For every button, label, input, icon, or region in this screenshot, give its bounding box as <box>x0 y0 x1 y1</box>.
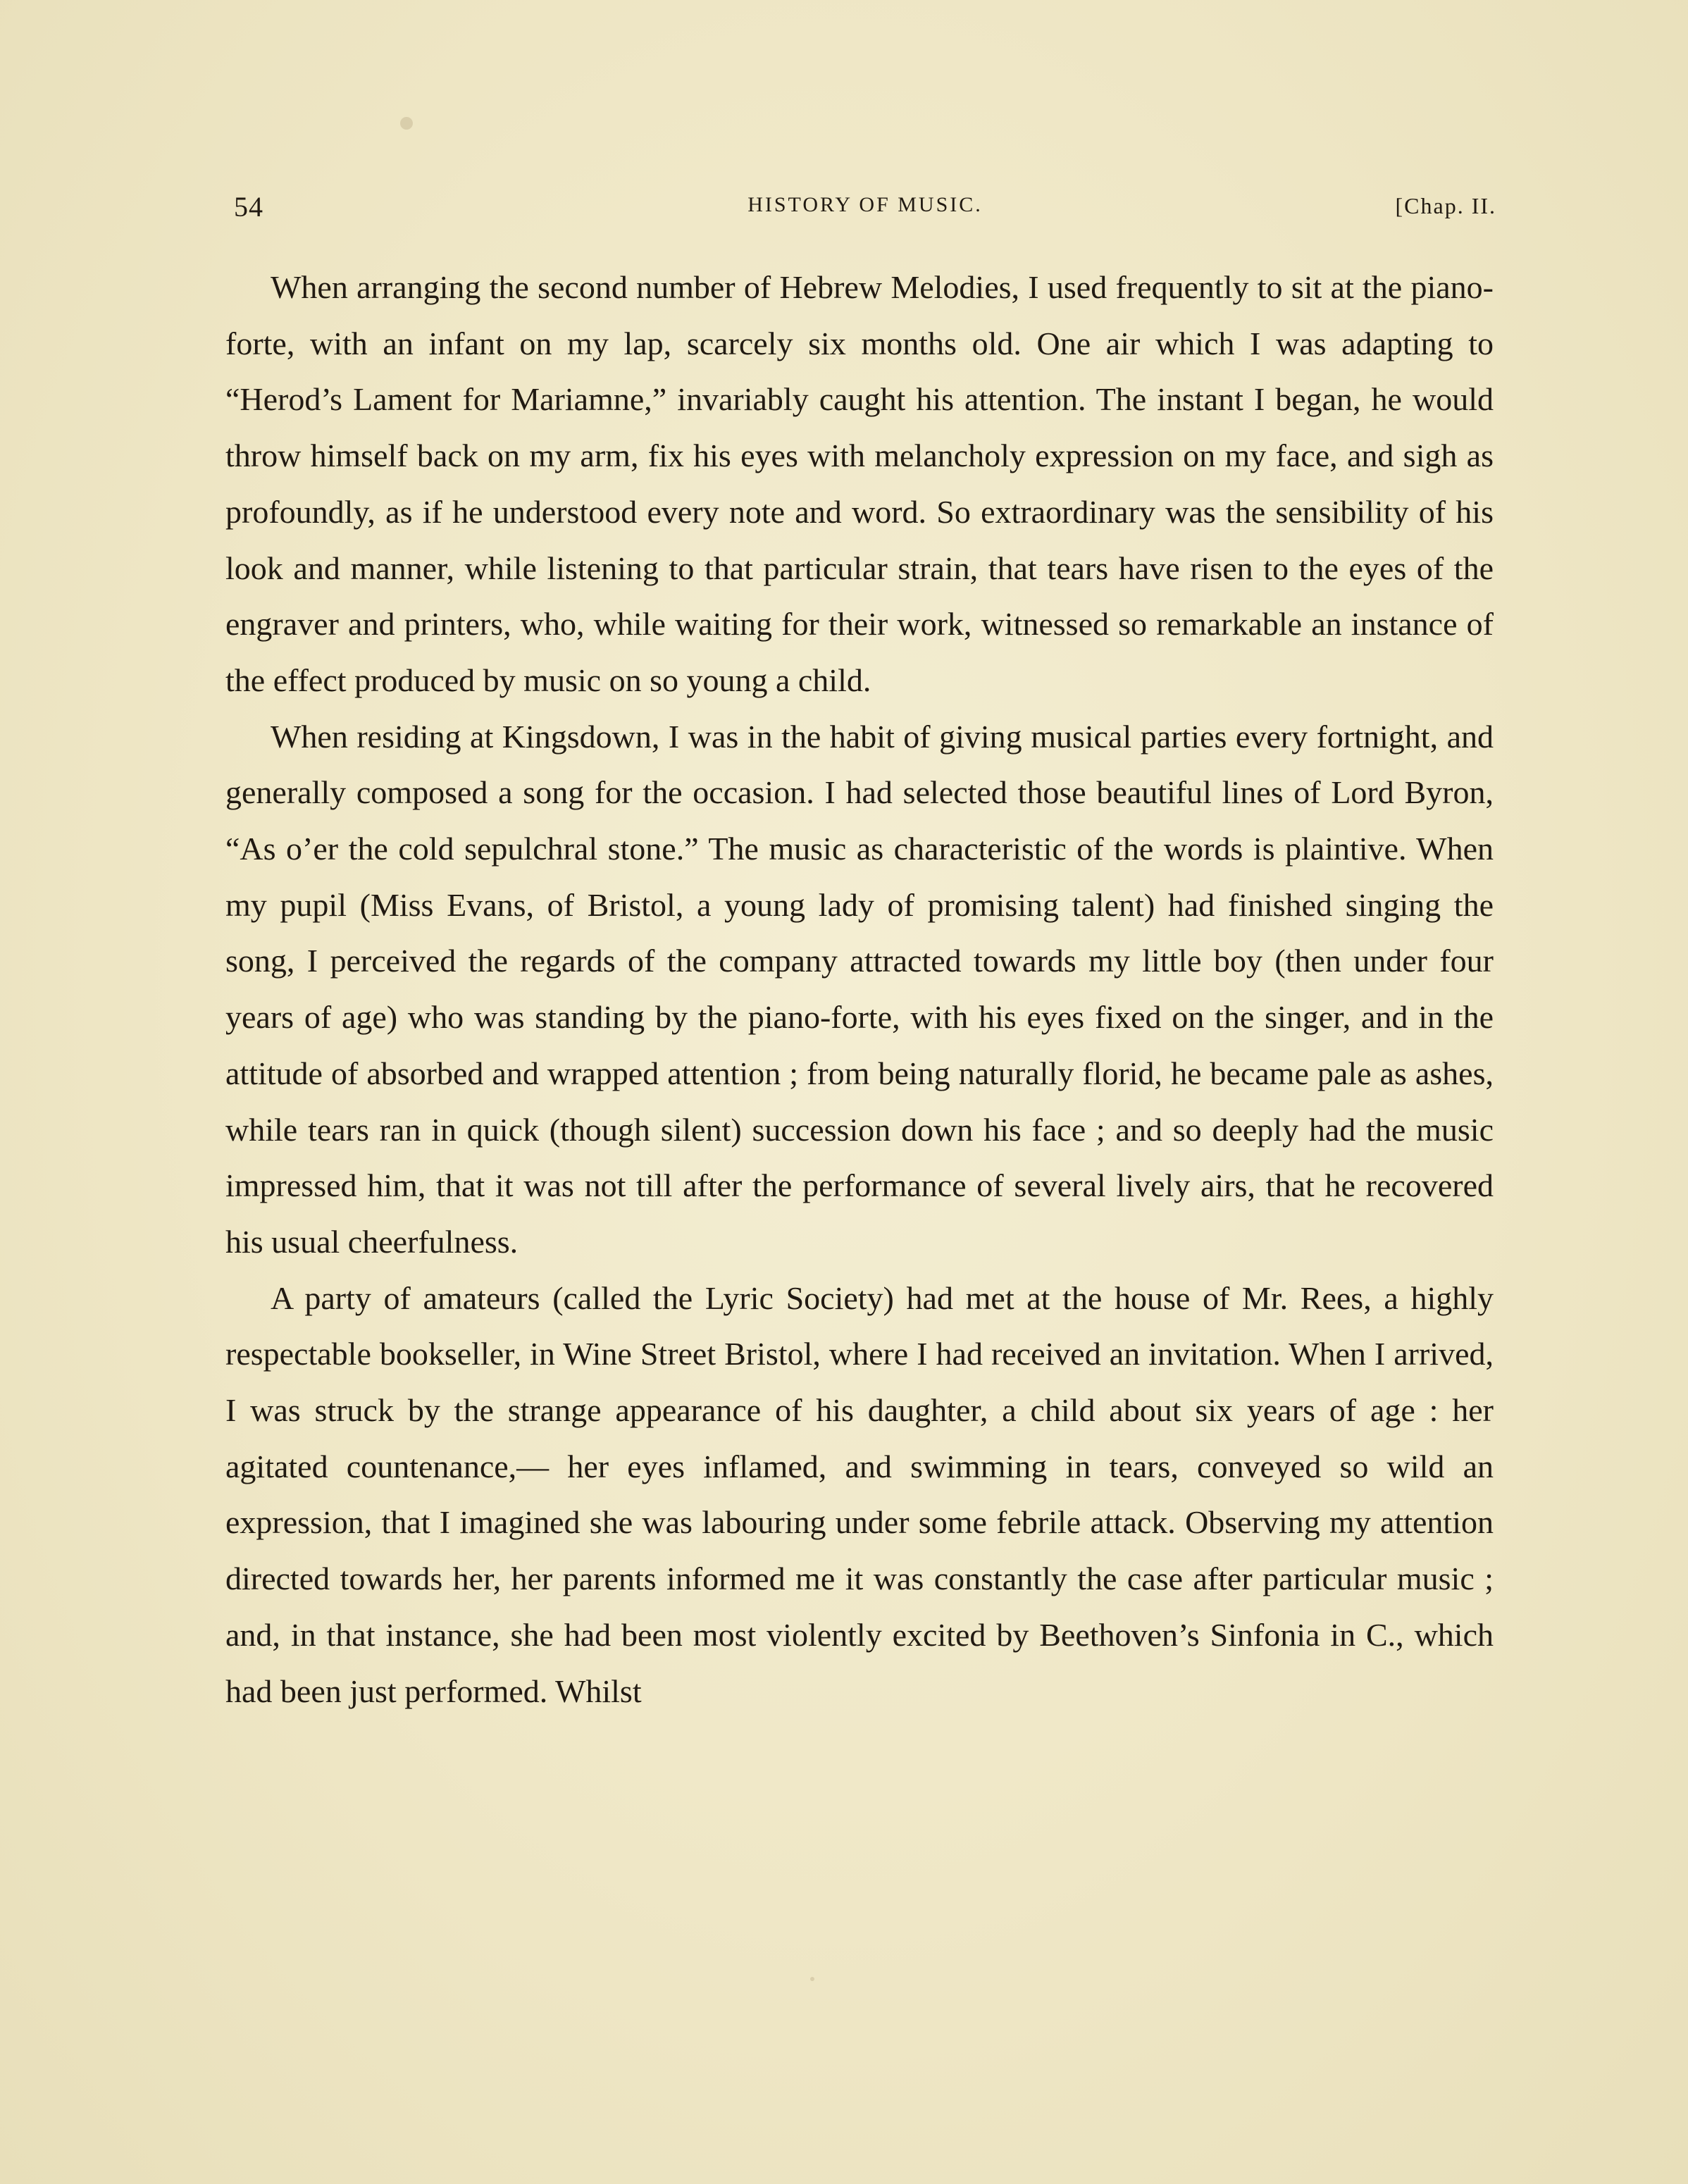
body-text <box>225 259 1494 1719</box>
page-number: 54 <box>234 191 263 223</box>
chapter-reference: [Chap. II. <box>1395 193 1496 218</box>
ink-spot <box>810 1977 814 1981</box>
paragraph-lyric-society: A party of amateurs (called the Lyric Society) had met at the house of Mr. Rees, a highly respectable bookseller, in Wine Street Bristol, where I had received an invitation. When I arrived, I was struck by the strange appearance of his daughter, a child about six years of age : her agitated countenance,— her eyes inflamed, and swimming in tears, conveyed so wild an expression, that I imagined she was labouring under some febrile attack. Observing my attention directed towards her, her parents informed me it was constantly the case after particular music ; and, in that instance, she had been most violently excited by Beethoven’s Sinfonia in C., which had been just performed. Whilst <box>225 1279 1494 1709</box>
running-title: HISTORY OF MUSIC. <box>747 193 983 216</box>
ink-spot <box>400 117 413 130</box>
paragraph-kingsdown: When residing at Kingsdown, I was in the habit of giving musical parties every fortnight, and generally composed a song for the occasion. I had selected those beautiful lines of Lord Byron, “As o’er the cold sepulchral stone.” The music as characteristic of the words is plaintive. When my pupil (Miss Evans, of Bristol, a young lady of promising talent) had finished singing the song, I perceived the regards of the company attracted towards my little boy (then under four years of age) who was standing by the piano-forte, with his eyes fixed on the singer, and in the attitude of absorbed and wrapped attention ; from being naturally florid, he became pale as ashes, while tears ran in quick (though silent) succession down his face ; and so deeply had the music impressed him, that it was not till after the performance of several lively airs, that he recovered his usual cheerfulness. <box>225 718 1494 1260</box>
running-header <box>234 190 1496 232</box>
paragraph-hebrew-melodies: When arranging the second number of Hebrew Melodies, I used frequently to sit at the piano-forte, with an infant on my lap, scarcely six months old. One air which I was adapting to “Herod’s Lament for Mariamne,” invariably caught his attention. The instant I began, he would throw himself back on my arm, fix his eyes with melancholy expression on my face, and sigh as profoundly, as if he understood every note and word. So extraordinary was the sensibility of his look and manner, while listening to that particular strain, that tears have risen to the eyes of the engraver and printers, who, while waiting for their work, witnessed so remarkable an instance of the effect produced by music on so young a child. <box>225 269 1494 698</box>
